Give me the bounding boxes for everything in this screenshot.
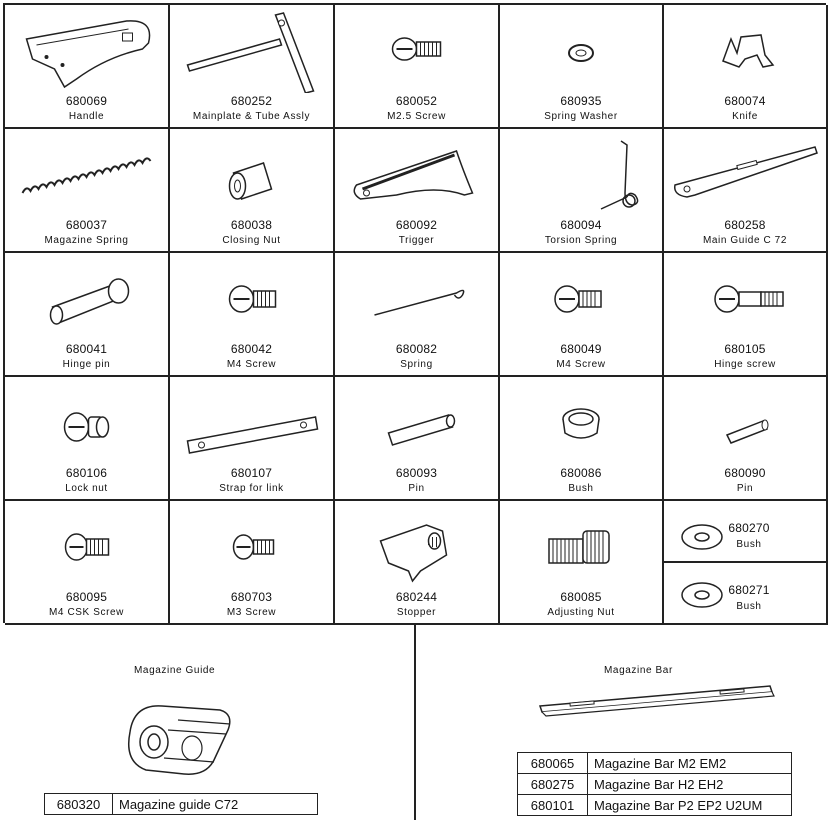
part-name: M4 Screw xyxy=(556,359,606,370)
part-code: 680107 xyxy=(230,466,273,480)
part-name: Adjusting Nut xyxy=(547,607,615,618)
part-cell-680052[interactable] xyxy=(335,5,500,129)
screw-icon xyxy=(335,9,498,93)
pin-icon xyxy=(335,381,498,465)
handle-icon xyxy=(5,9,168,93)
part-name: Main Guide C 72 xyxy=(702,235,788,246)
part-name: Bush xyxy=(568,483,594,494)
part-code: 680252 xyxy=(230,94,273,108)
washer-icon xyxy=(664,507,734,557)
closing-nut-icon xyxy=(170,133,333,217)
part-name: Hinge screw xyxy=(714,359,776,370)
part-name: Strap for link xyxy=(219,483,284,494)
part-cell-680049[interactable] xyxy=(500,253,664,377)
knife-icon xyxy=(664,9,826,93)
adjusting-nut-icon xyxy=(500,505,662,589)
table-row xyxy=(518,753,792,774)
part-cell-680703[interactable] xyxy=(170,501,335,625)
magazine-bar-title: Magazine Bar xyxy=(604,665,673,676)
part-code: 680106 xyxy=(65,466,108,480)
part-name: Pin xyxy=(736,483,754,494)
mainplate-icon xyxy=(170,9,333,93)
part-code: 680094 xyxy=(560,218,602,232)
part-code: 680090 xyxy=(724,466,766,480)
strap-icon xyxy=(170,381,333,465)
magazine-bar-icon xyxy=(530,680,780,720)
part-cell-680037[interactable] xyxy=(5,129,170,253)
part-name: Bush xyxy=(736,539,762,550)
part-code: 680093 xyxy=(395,466,438,480)
part-name: Bush xyxy=(736,601,762,612)
part-code: 680086 xyxy=(560,466,602,480)
small-pin-icon xyxy=(664,381,826,465)
part-code: 680244 xyxy=(395,590,438,604)
part-code: 680069 xyxy=(65,94,108,108)
lock-nut-icon xyxy=(5,381,168,465)
part-name: Stopper xyxy=(396,607,437,618)
part-description: Magazine Bar P2 EP2 U2UM xyxy=(588,795,792,816)
hinge-pin-icon xyxy=(5,257,168,341)
part-code: 680041 xyxy=(65,342,108,356)
part-cell-680258[interactable] xyxy=(664,129,828,253)
part-name: Knife xyxy=(732,111,758,122)
part-cell-680038[interactable] xyxy=(170,129,335,253)
part-code: 680049 xyxy=(560,342,602,356)
main-guide-icon xyxy=(664,133,826,217)
part-cell-680074[interactable] xyxy=(664,5,828,129)
part-description: Magazine Bar H2 EH2 xyxy=(588,774,792,795)
part-cell-680095[interactable] xyxy=(5,501,170,625)
part-name: Spring Washer xyxy=(544,111,618,122)
part-cell-680041[interactable] xyxy=(5,253,170,377)
part-name: Mainplate & Tube Assly xyxy=(192,111,311,122)
part-cell-680093[interactable] xyxy=(335,377,500,501)
part-name: Trigger xyxy=(398,235,435,246)
part-code: 680042 xyxy=(230,342,273,356)
magazine-guide-table xyxy=(44,793,318,815)
washer-icon xyxy=(664,569,734,619)
part-code: 680092 xyxy=(395,218,438,232)
screw-icon xyxy=(170,257,333,341)
part-cell-680092[interactable] xyxy=(335,129,500,253)
part-cell-680042[interactable] xyxy=(170,253,335,377)
part-name: M3 Screw xyxy=(226,607,277,618)
magazine-guide-title: Magazine Guide xyxy=(134,665,216,676)
torsion-spring-icon xyxy=(500,133,662,217)
table-row xyxy=(45,794,318,815)
section-divider xyxy=(414,623,416,820)
part-code: 680935 xyxy=(560,94,602,108)
screw-icon xyxy=(170,505,333,589)
part-code: 680037 xyxy=(65,218,108,232)
wire-spring-icon xyxy=(335,257,498,341)
part-cell-680086[interactable] xyxy=(500,377,664,501)
part-code: 680270 xyxy=(728,521,770,535)
stopper-icon xyxy=(335,505,498,589)
part-name: M4 CSK Screw xyxy=(49,607,124,618)
part-code: 680258 xyxy=(724,218,766,232)
part-cell-680085[interactable] xyxy=(500,501,664,625)
part-code: 680038 xyxy=(230,218,273,232)
screw-icon xyxy=(500,257,662,341)
part-name: Pin xyxy=(408,483,425,494)
part-description: Magazine Bar M2 EM2 xyxy=(588,753,792,774)
part-cell-680069[interactable] xyxy=(5,5,170,129)
part-name: Lock nut xyxy=(65,483,108,494)
part-code: 680052 xyxy=(395,94,438,108)
part-code: 680101 xyxy=(518,795,588,816)
part-cell-680094[interactable] xyxy=(500,129,664,253)
screw-icon xyxy=(5,505,168,589)
part-cell-680252[interactable] xyxy=(170,5,335,129)
coil-spring-icon xyxy=(5,133,168,217)
part-cell-680082[interactable] xyxy=(335,253,500,377)
trigger-icon xyxy=(335,133,498,217)
part-code: 680275 xyxy=(518,774,588,795)
part-cell-680107[interactable] xyxy=(170,377,335,501)
part-cell-680935[interactable] xyxy=(500,5,664,129)
magazine-guide-icon xyxy=(110,690,260,785)
part-name: Handle xyxy=(68,111,105,122)
part-code: 680065 xyxy=(518,753,588,774)
part-code: 680085 xyxy=(560,590,602,604)
part-code: 680095 xyxy=(65,590,108,604)
part-cell-680105[interactable] xyxy=(664,253,828,377)
split-cell-bush xyxy=(664,501,828,625)
part-cell-680270[interactable] xyxy=(664,501,826,563)
part-code: 680703 xyxy=(230,590,273,604)
hinge-screw-icon xyxy=(664,257,826,341)
part-code: 680320 xyxy=(45,794,113,815)
part-cell-680090[interactable] xyxy=(664,377,828,501)
part-description: Magazine guide C72 xyxy=(113,794,318,815)
spring-washer-icon xyxy=(500,9,662,93)
magazine-bar-table xyxy=(517,752,792,816)
part-code: 680074 xyxy=(724,94,766,108)
part-code: 680105 xyxy=(724,342,766,356)
part-code: 680271 xyxy=(728,583,770,597)
part-cell-680271[interactable] xyxy=(664,563,826,623)
table-row xyxy=(518,774,792,795)
part-name: M4 Screw xyxy=(226,359,277,370)
part-cell-680244[interactable] xyxy=(335,501,500,625)
part-name: Magazine Spring xyxy=(44,235,129,246)
part-name: Hinge pin xyxy=(62,359,111,370)
part-code: 680082 xyxy=(395,342,438,356)
part-name: Torsion Spring xyxy=(544,235,618,246)
bush-ring-icon xyxy=(500,381,662,465)
table-row xyxy=(518,795,792,816)
part-name: M2.5 Screw xyxy=(387,111,446,122)
part-name: Closing Nut xyxy=(222,235,281,246)
part-name: Spring xyxy=(400,359,433,370)
parts-grid xyxy=(3,3,826,623)
part-cell-680106[interactable] xyxy=(5,377,170,501)
